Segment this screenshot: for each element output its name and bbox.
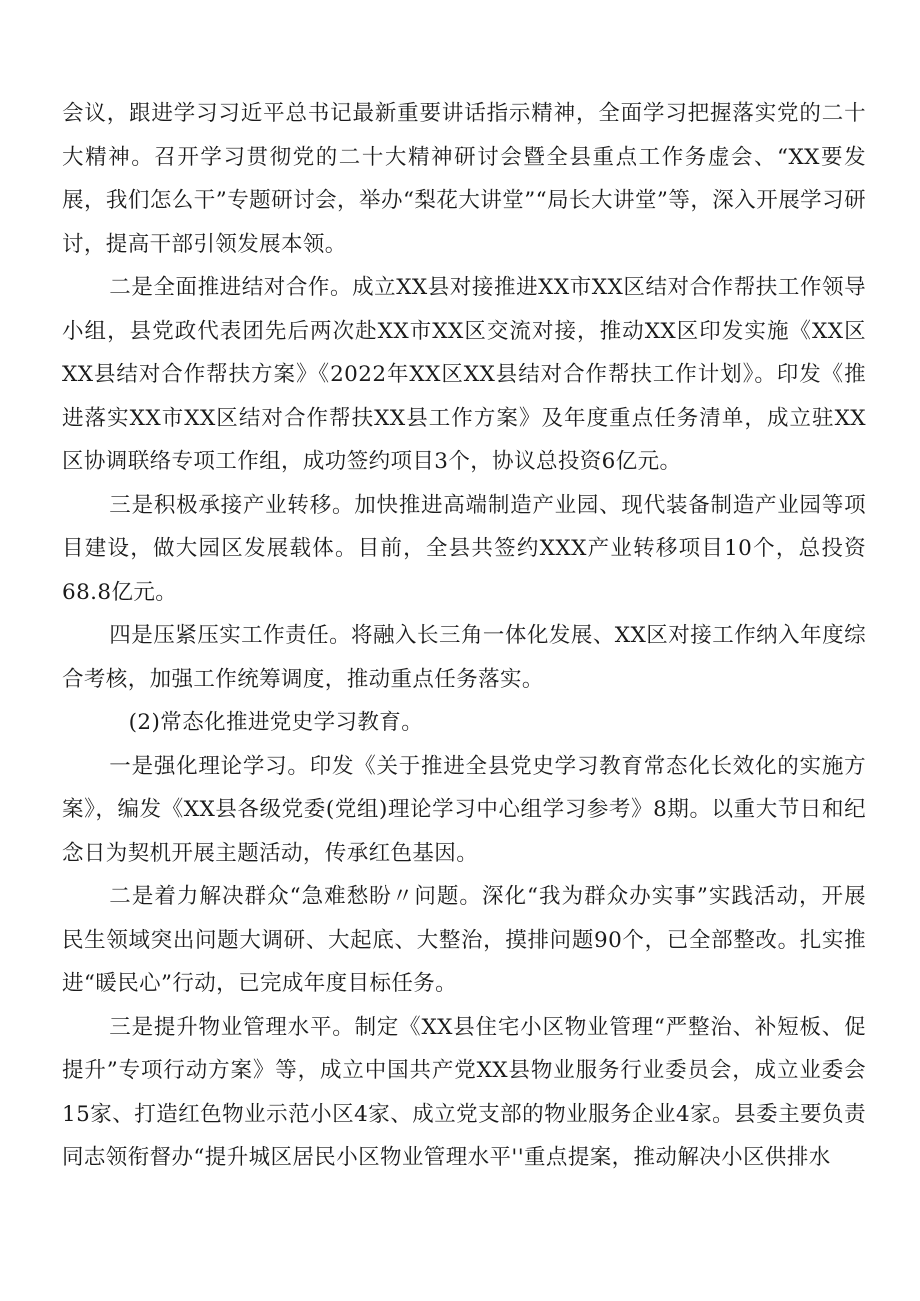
paragraph-pairing-cooperation: 二是全面推进结对合作。成立XX县对接推进XX市XX区结对合作帮扶工作领导小组，县党政代表团先后两次赴XX市XX区交流对接，推动XX区印发实施《XX区XX县结对合作帮扶方案》《2022年XX区XX县结对合作帮扶工作计划》。印发《推进落实XX市XX区结对合作帮扶XX县工作方案》及年度重点任务清单，成立驻XX区协调联络专项工作组，成功签约项目3个，协议总投资6亿元。: [62, 275, 866, 474]
document-body: [62, 92, 866, 1180]
section-subheading: (2)常态化推进党史学习教育。: [128, 710, 424, 735]
paragraph-responsibility: 四是压紧压实工作责任。将融入长三角一体化发展、XX区对接工作纳入年度综合考核，加强工作统筹调度，推动重点任务落实。: [62, 623, 866, 692]
paragraph-theory-study: 一是强化理论学习。印发《关于推进全县党史学习教育常态化长效化的实施方案》，编发《XX县各级党委(党组)理论学习中心组学习参考》8期。以重大节日和纪念日为契机开展主题活动，传承红色基因。: [62, 753, 866, 866]
paragraph-industry-transfer: 三是积极承接产业转移。加快推进高端制造产业园、现代装备制造产业园等项目建设，做大园区发展载体。目前，全县共签约XXX产业转移项目10个，总投资68.8亿元。: [62, 492, 866, 605]
paragraph-continued: 会议，跟进学习习近平总书记最新重要讲话指示精神，全面学习把握落实党的二十大精神。召开学习贯彻党的二十大精神研讨会暨全县重点工作务虚会、“XX要发展，我们怎么干”专题研讨会，举办“梨花大讲堂”“局长大讲堂”等，深入开展学习研讨，提高干部引领发展本领。: [62, 101, 866, 257]
paragraph-property-management: 三是提升物业管理水平。制定《XX县住宅小区物业管理“严整治、补短板、促提升”专项行动方案》等，成立中国共产党XX县物业服务行业委员会，成立业委会15家、打造红色物业示范小区4家、成立党支部的物业服务企业4家。县委主要负责同志领衔督办“提升城区居民小区物业管理水平''重点提案，推动解决小区供排水: [62, 1014, 866, 1170]
paragraph-public-issues: 二是着力解决群众“急难愁盼〃问题。深化“我为群众办实事”实践活动，开展民生领域突出问题大调研、大起底、大整治，摸排问题90个，已全部整改。扎实推进“暖民心”行动，已完成年度目标任务。: [62, 884, 866, 996]
